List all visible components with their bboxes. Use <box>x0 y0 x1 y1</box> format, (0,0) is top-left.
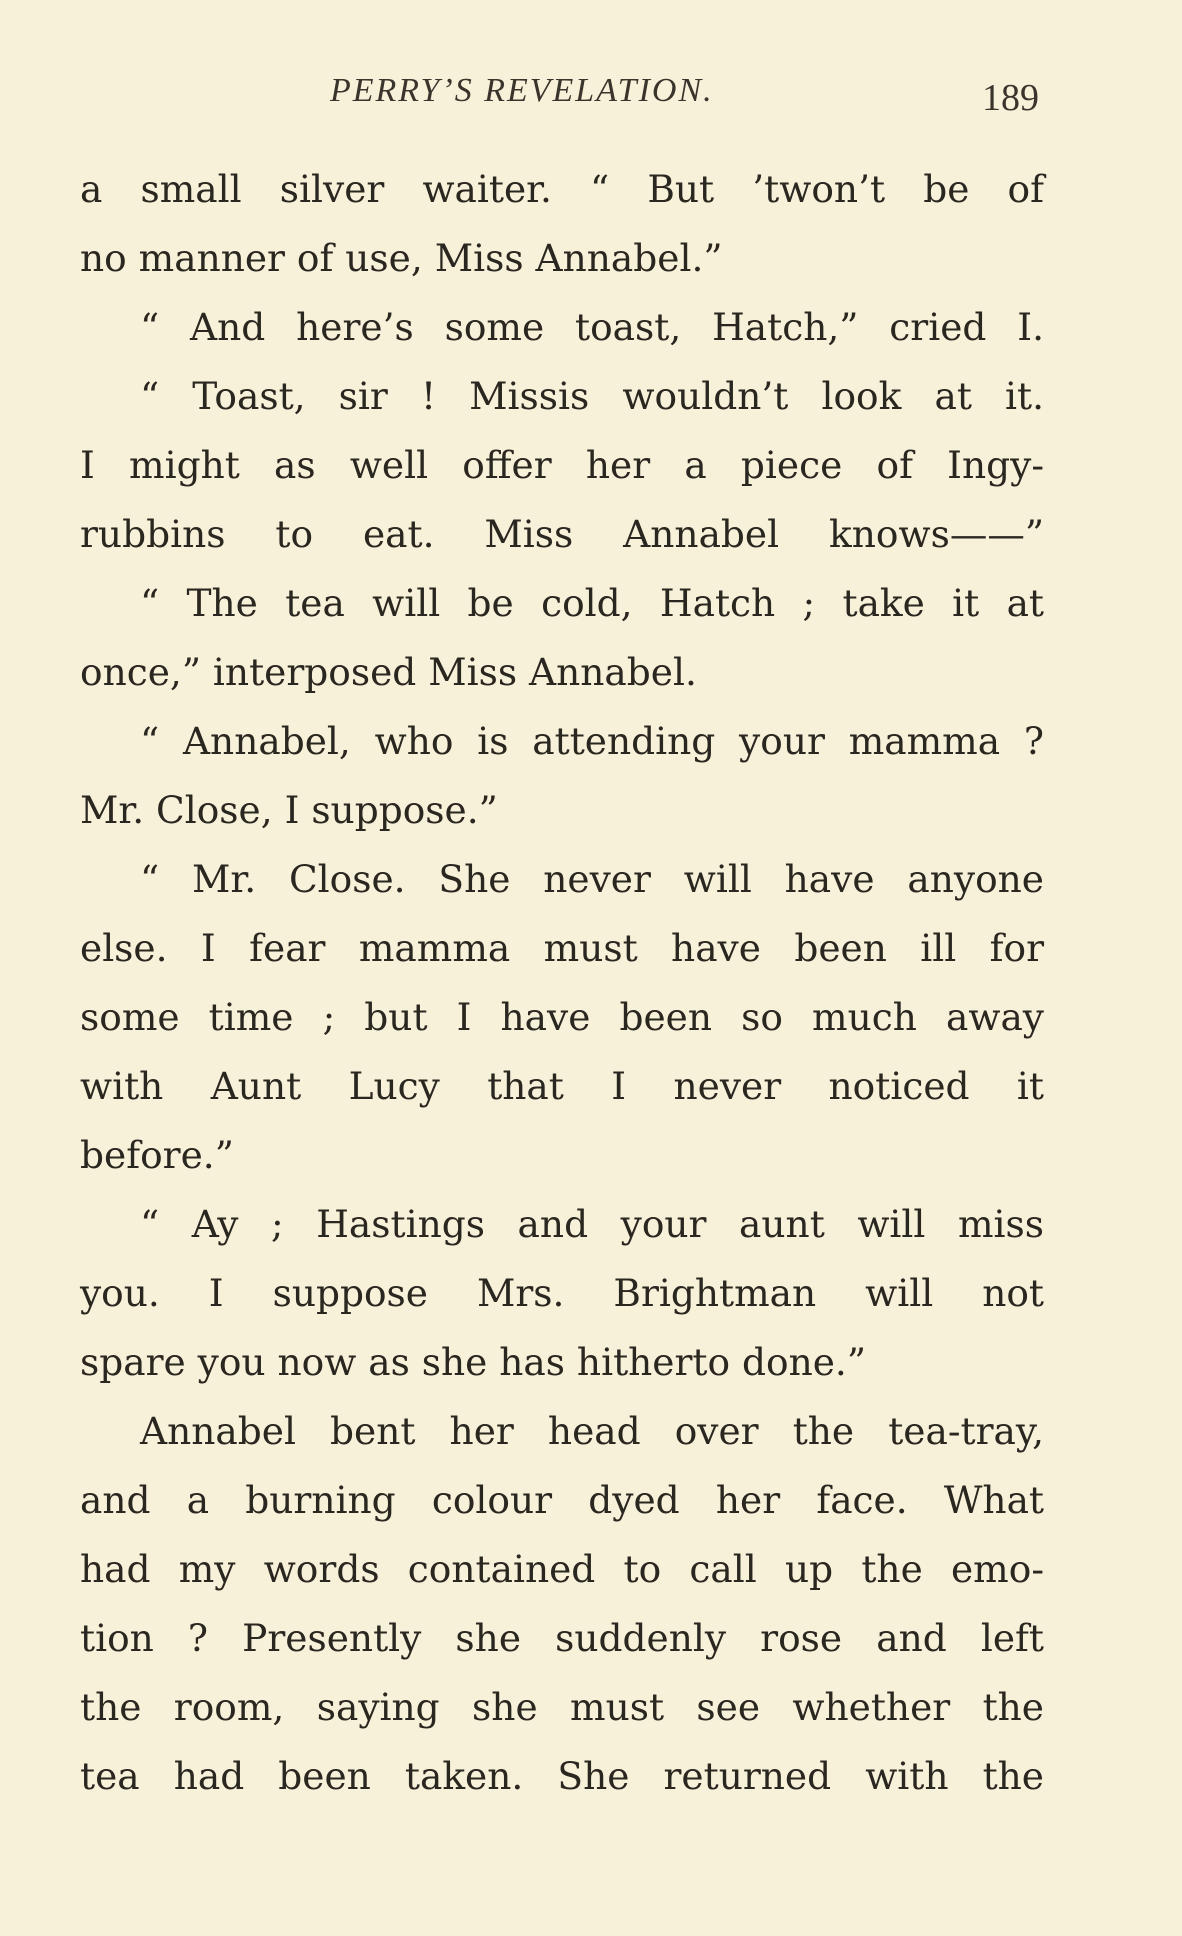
text-line: rubbins to eat. Miss Annabel knows——” <box>80 512 1044 556</box>
text-line: “ Mr. Close. She never will have anyone <box>140 857 1044 901</box>
text-line: had my words contained to call up the emo- <box>80 1547 1044 1591</box>
text-line: you. I suppose Mrs. Brightman will not <box>80 1271 1044 1315</box>
text-line: with Aunt Lucy that I never noticed it <box>80 1064 1044 1108</box>
page-number: 189 <box>982 77 1039 119</box>
text-line: spare you now as she has hitherto done.” <box>80 1340 866 1384</box>
text-line: a small silver waiter. “ But ’twon’t be of <box>80 167 1044 211</box>
text-line: tion ? Presently she suddenly rose and left <box>80 1616 1044 1660</box>
text-line: tea had been taken. She returned with the <box>80 1754 1044 1798</box>
running-head <box>0 72 1182 122</box>
text-line: I might as well offer her a piece of Ingy- <box>80 443 1044 487</box>
text-line: “ The tea will be cold, Hatch ; take it at <box>140 581 1044 625</box>
text-line: the room, saying she must see whether the <box>80 1685 1044 1729</box>
text-line: “ And here’s some toast, Hatch,” cried I. <box>140 305 1044 349</box>
text-line: and a burning colour dyed her face. What <box>80 1478 1044 1522</box>
text-line: Annabel bent her head over the tea-tray, <box>140 1409 1044 1453</box>
text-line: some time ; but I have been so much away <box>80 995 1044 1039</box>
text-line: no manner of use, Miss Annabel.” <box>80 236 723 280</box>
text-line: else. I fear mamma must have been ill for <box>80 926 1044 970</box>
text-line: Mr. Close, I suppose.” <box>80 788 498 832</box>
text-line: before.” <box>80 1133 234 1177</box>
running-title: PERRY’S REVELATION. <box>330 72 714 109</box>
text-line: “ Toast, sir ! Missis wouldn’t look at it. <box>140 374 1044 418</box>
text-line: “ Annabel, who is attending your mamma ? <box>140 719 1044 763</box>
text-line: once,” interposed Miss Annabel. <box>80 650 697 694</box>
body-text <box>80 155 1044 1811</box>
text-line: “ Ay ; Hastings and your aunt will miss <box>140 1202 1044 1246</box>
